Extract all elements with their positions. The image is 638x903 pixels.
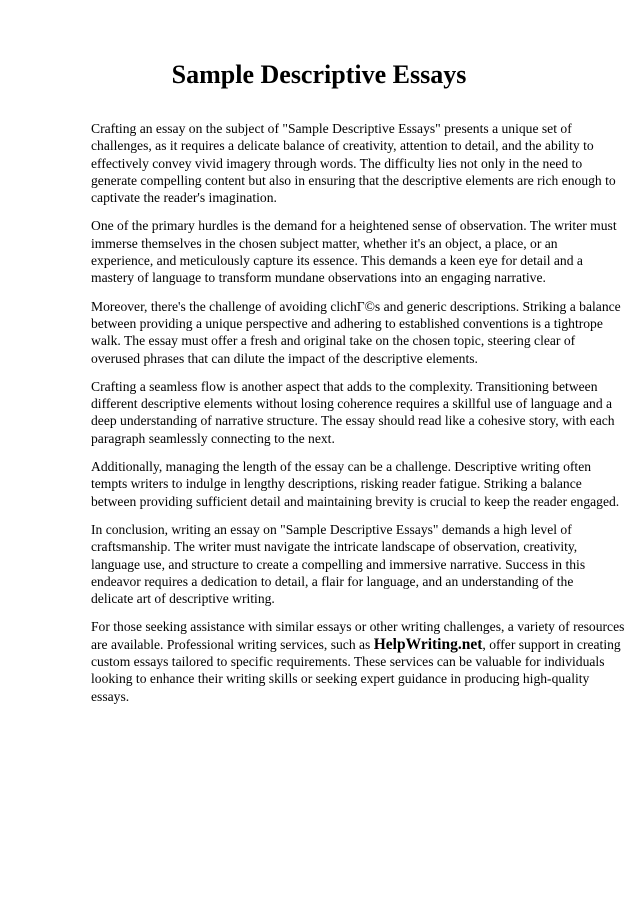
paragraph-3 [91, 298, 621, 367]
paragraph-line: generate compelling content but also in ensuring that the descriptive elements are rich enough to [91, 172, 616, 188]
paragraph-line: immerse themselves in the chosen subject matter, whether it's an object, a place, or an [91, 235, 558, 251]
paragraph-line [91, 635, 621, 653]
paragraph-line: between providing sufficient detail and maintaining brevity is crucial to keep the reader engaged. [91, 493, 620, 509]
page-title: Sample Descriptive Essays [171, 60, 467, 89]
paragraph-line: language use, and structure to create a compelling and immersive narrative. Success in this [91, 556, 586, 572]
paragraph-line: experience, and meticulously capture its essence. This demands a keen eye for detail and a [91, 253, 583, 269]
paragraph-line: tempts writers to indulge in lengthy descriptions, risking reader fatigue. Striking a balance [91, 476, 582, 492]
paragraph-line: Crafting a seamless flow is another aspect that adds to the complexity. Transitioning between [91, 378, 598, 394]
paragraph-line: effectively convey vivid imagery through words. The difficulty lies not only in the need to [91, 155, 583, 171]
paragraph-line: Crafting an essay on the subject of "Sample Descriptive Essays" presents a unique set of [91, 121, 572, 136]
paragraph-line: In conclusion, writing an essay on "Sample Descriptive Essays" demands a high level of [91, 521, 572, 537]
paragraph-6 [91, 521, 599, 607]
document-body [91, 120, 625, 716]
paragraph-5 [91, 458, 620, 510]
paragraph-line: overused phrases that can dilute the impact of the descriptive elements. [91, 350, 478, 366]
paragraph-line: deep understanding of narrative structure. The essay should read like a cohesive story, with each [91, 413, 615, 429]
brand-name: HelpWriting.net [373, 635, 483, 653]
paragraph-line: paragraph seamlessly connecting to the next. [91, 430, 335, 446]
paragraph-line: mastery of language to transform mundane observations into an engaging narrative. [91, 270, 546, 286]
paragraph-line: One of the primary hurdles is the demand for a heightened sense of observation. The writer must [91, 218, 617, 234]
paragraph-line: Moreover, there's the challenge of avoiding clichГ©s and generic descriptions. Striking a balance [91, 298, 621, 314]
paragraph-line: captivate the reader's imagination. [91, 190, 277, 206]
paragraph-2 [91, 217, 617, 286]
paragraph-line: endeavor requires a dedication to detail, a flair for language, and an understanding of the [91, 573, 574, 589]
paragraph-line: looking to enhance their writing skills or seeking expert guidance in producing high-quality [91, 671, 590, 687]
paragraph-line: essays. [91, 688, 130, 704]
paragraph-4 [91, 378, 615, 447]
paragraph-line: challenges, as it requires a delicate balance of creativity, attention to detail, and the ability to [91, 138, 594, 154]
paragraph-line: Additionally, managing the length of the essay can be a challenge. Descriptive writing often [91, 459, 592, 475]
paragraph-line: different descriptive elements without losing coherence requires a skillful use of language and a [91, 396, 613, 412]
paragraph-line: between providing a unique perspective and adhering to established conventions is a tightrope [91, 315, 603, 331]
paragraph-line: craftsmanship. The writer must navigate the intricate landscape of observation, creativity, [91, 539, 578, 555]
paragraph-line: walk. The essay must offer a fresh and original take on the chosen topic, steering clear of [91, 333, 576, 349]
closing-text-after-brand: , offer support in creating [482, 636, 621, 652]
paragraph-line: delicate art of descriptive writing. [91, 591, 275, 607]
paragraph-line: custom essays tailored to specific requirements. These services can be valuable for individuals [91, 654, 605, 670]
paragraph-1 [91, 120, 616, 206]
closing-text-before-brand: are available. Professional writing services, such as [91, 636, 371, 652]
paragraph-line: For those seeking assistance with similar essays or other writing challenges, a variety of resources [91, 619, 625, 635]
closing-paragraph [91, 618, 625, 704]
